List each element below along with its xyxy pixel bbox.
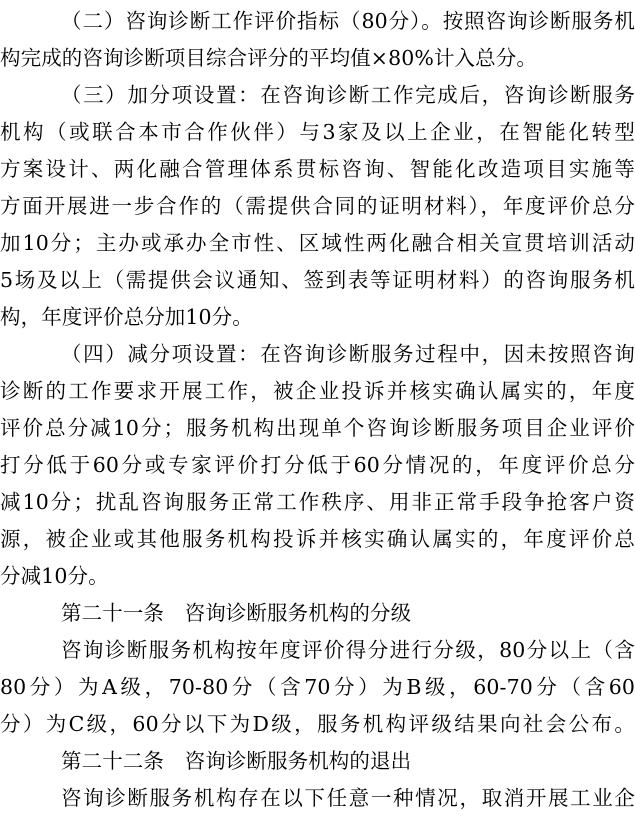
text-line: 机构（或联合本市合作伙伴）与3家及以上企业，在智能化转型	[0, 120, 635, 144]
text-line: 咨询诊断服务机构按年度评价得分进行分级，80分以上（含	[61, 638, 635, 662]
text-line: （四）减分项设置：在咨询诊断服务过程中，因未按照咨询	[61, 342, 635, 366]
text-line: 评价总分减10分；服务机构出现单个咨询诊断服务项目企业评价	[0, 416, 635, 440]
text-line: 构完成的咨询诊断项目综合评分的平均值×80%计入总分。	[0, 46, 537, 70]
text-line: 诊断的工作要求开展工作，被企业投诉并核实确认属实的，年度	[0, 379, 635, 403]
text-line: 80分）为A级，70-80分（含70分）为B级，60-70分（含60	[0, 675, 635, 699]
text-line: 咨询诊断服务机构存在以下任意一种情况，取消开展工业企	[61, 786, 635, 810]
text-line: 方案设计、两化融合管理体系贯标咨询、智能化改造项目实施等	[0, 157, 635, 181]
article-heading: 第二十一条 咨询诊断服务机构的分级	[61, 601, 412, 625]
text-line: 5场及以上（需提供会议通知、签到表等证明材料）的咨询服务机	[0, 268, 635, 292]
text-line: 方面开展进一步合作的（需提供合同的证明材料），年度评价总分	[0, 194, 635, 218]
text-line: 加10分；主办或承办全市性、区域性两化融合相关宣贯培训活动	[0, 231, 635, 255]
text-line: 构，年度评价总分加10分。	[0, 305, 253, 329]
text-line: 分）为C级，60分以下为D级，服务机构评级结果向社会公布。	[0, 712, 635, 736]
text-line: 分减10分。	[0, 564, 109, 588]
text-line: （二）咨询诊断工作评价指标（80分）。按照咨询诊断服务机	[61, 9, 635, 33]
text-line: 减10分；扰乱咨询服务正常工作秩序、用非正常手段争抢客户资	[0, 490, 635, 514]
article-heading: 第二十二条 咨询诊断服务机构的退出	[61, 749, 412, 773]
text-line: （三）加分项设置：在咨询诊断工作完成后，咨询诊断服务	[61, 83, 635, 107]
text-line: 源，被企业或其他服务机构投诉并核实确认属实的，年度评价总	[0, 527, 635, 551]
text-line: 打分低于60分或专家评价打分低于60分情况的，年度评价总分	[0, 453, 635, 477]
